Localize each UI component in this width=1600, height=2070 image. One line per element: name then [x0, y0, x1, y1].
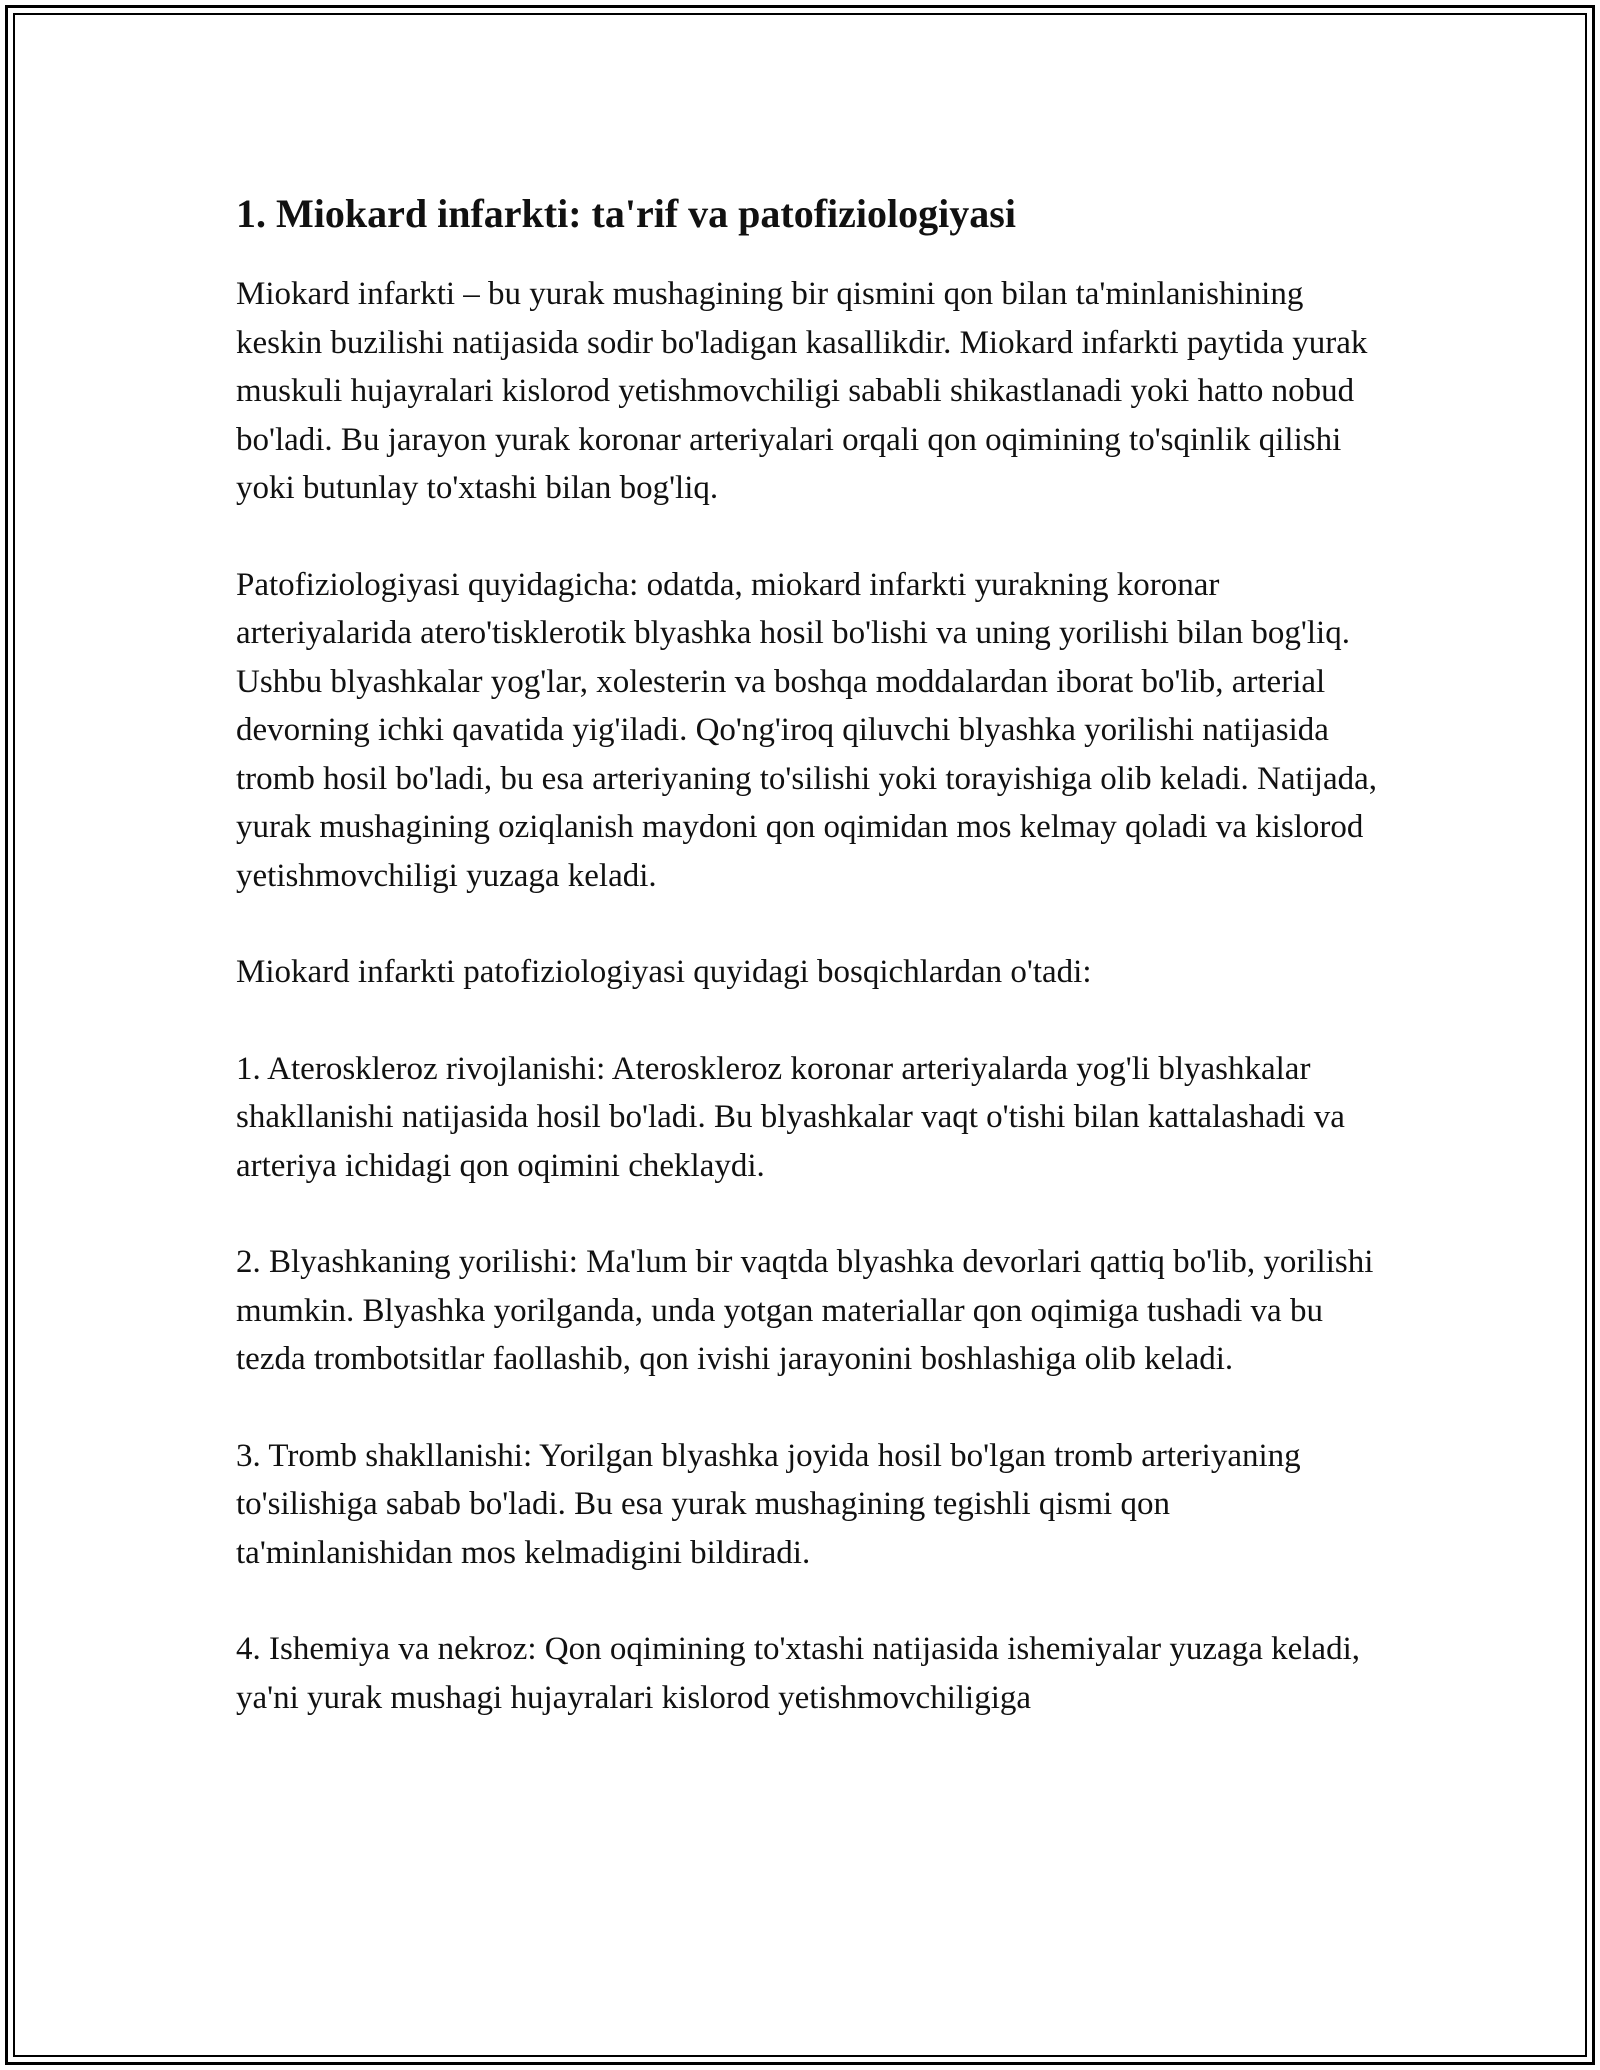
list-item-stage-3: 3. Tromb shakllanishi: Yorilgan blyashka joyida hosil bo'lgan tromb arteriyaning to'silishiga sabab bo'ladi. Bu esa yurak mushagining tegishli qismi qon ta'minlanishidan mos kelmadigini bildiradi. [236, 1437, 1301, 1571]
paragraph-pathophysiology: Patofiziologiyasi quyidagicha: odatda, miokard infarkti yurakning koronar arteriyalarida atero'tisklerotik blyashka hosil bo'lishi va uning yorilishi bilan bog'liq. Ushbu blyashkalar yog'lar, xolesterin va boshqa moddalardan iborat bo'lib, arterial devorning ichki qavatida yig'iladi. Qo'ng'iroq qiluvchi blyashka yorilishi natijasida tromb hosil bo'ladi, bu esa arteriyaning to'silishi yoki torayishiga olib keladi. Natijada, yurak mushagining oziqlanish maydoni qon oqimidan mos kelmay qoladi va kislorod yetishmovchiligi yuzaga keladi. [236, 566, 1378, 894]
paragraph-definition: Miokard infarkti – bu yurak mushagining bir qismini qon bilan ta'minlanishining keskin buzilishi natijasida sodir bo'ladigan kasallikdir. Miokard infarkti paytida yurak muskuli hujayralari kislorod yetishmovchiligi sababli shikastlanadi yoki hatto nobud bo'ladi. Bu jarayon yurak koronar arteriyalari orqali qon oqimining to'sqinlik qilishi yoki butunlay to'xtashi bilan bog'liq. [236, 276, 1368, 506]
list-item-stage-4: 4. Ishemiya va nekroz: Qon oqimining to'xtashi natijasida ishemiyalar yuzaga keladi, ya'ni yurak mushagi hujayralari kislorod yetishmovchiligiga [236, 1631, 1360, 1716]
list-item-stage-2: 2. Blyashkaning yorilishi: Ma'lum bir vaqtda blyashka devorlari qattiq bo'lib, yorilishi mumkin. Blyashka yorilganda, unda yotgan materiallar qon oqimiga tushadi va bu tezda trombotsitlar faollashib, qon ivishi jarayonini boshlashiga olib keladi. [236, 1244, 1374, 1377]
paragraph-stages-intro: Miokard infarkti patofiziologiyasi quyidagi bosqichlardan o'tadi: [236, 954, 1092, 990]
section-heading: 1. Miokard infarkti: ta'rif va patofiziologiyasi [236, 191, 1016, 236]
document-body [236, 186, 1386, 1722]
list-item-stage-1: 1. Ateroskleroz rivojlanishi: Ateroskleroz koronar arteriyalarda yog'li blyashkalar shakllanishi natijasida hosil bo'ladi. Bu blyashkalar vaqt o'tishi bilan kattalashadi va arteriya ichidagi qon oqimini cheklaydi. [236, 1050, 1345, 1184]
